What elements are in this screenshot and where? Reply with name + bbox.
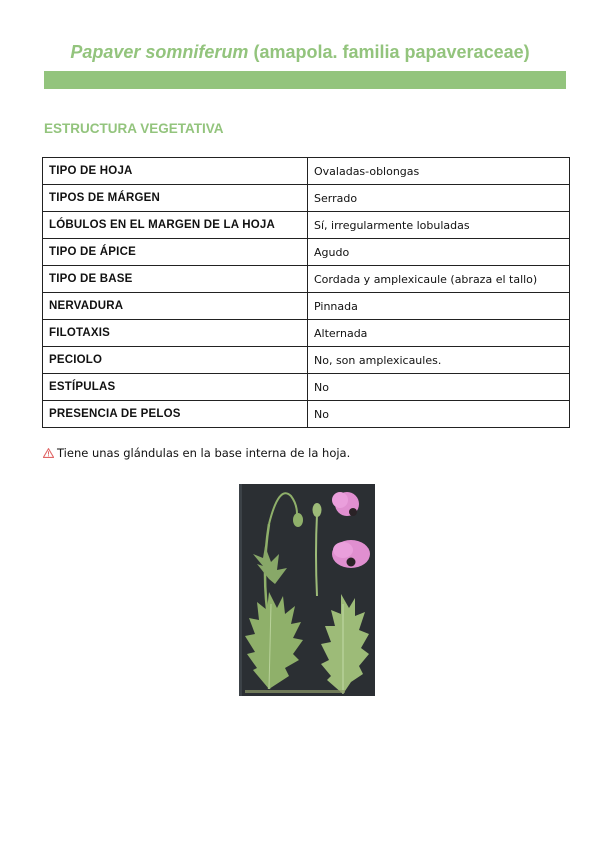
warning-note bbox=[43, 446, 350, 460]
row-label: TIPO DE ÁPICE bbox=[43, 239, 308, 266]
row-label: TIPO DE HOJA bbox=[43, 158, 308, 185]
row-label: LÓBULOS EN EL MARGEN DE LA HOJA bbox=[43, 212, 308, 239]
row-value: Ovaladas-oblongas bbox=[308, 158, 570, 185]
table-row bbox=[43, 239, 570, 266]
table-row bbox=[43, 401, 570, 428]
row-value: Serrado bbox=[308, 185, 570, 212]
page-title bbox=[0, 42, 600, 63]
row-value: Agudo bbox=[308, 239, 570, 266]
warning-note-text: Tiene unas glándulas en la base interna de la hoja. bbox=[57, 446, 351, 460]
row-label: ESTÍPULAS bbox=[43, 374, 308, 401]
herbarium-specimen-photo bbox=[239, 484, 375, 696]
properties-table bbox=[42, 157, 570, 428]
row-label: TIPOS DE MÁRGEN bbox=[43, 185, 308, 212]
table-row bbox=[43, 266, 570, 293]
table-row bbox=[43, 212, 570, 239]
table-row bbox=[43, 320, 570, 347]
row-label: PRESENCIA DE PELOS bbox=[43, 401, 308, 428]
row-value: No bbox=[308, 374, 570, 401]
row-value: Sí, irregularmente lobuladas bbox=[308, 212, 570, 239]
row-value: Alternada bbox=[308, 320, 570, 347]
table-row bbox=[43, 185, 570, 212]
row-label: NERVADURA bbox=[43, 293, 308, 320]
common-name-family: (amapola. familia papaveraceae) bbox=[253, 42, 530, 62]
warning-icon bbox=[43, 448, 54, 458]
table-row bbox=[43, 347, 570, 374]
title-underline-bar bbox=[44, 71, 566, 89]
row-value: No bbox=[308, 401, 570, 428]
table-row bbox=[43, 374, 570, 401]
section-title: ESTRUCTURA VEGETATIVA bbox=[44, 121, 224, 136]
row-label: PECIOLO bbox=[43, 347, 308, 374]
table-row bbox=[43, 293, 570, 320]
row-label: TIPO DE BASE bbox=[43, 266, 308, 293]
row-value: Pinnada bbox=[308, 293, 570, 320]
row-value: Cordada y amplexicaule (abraza el tallo) bbox=[308, 266, 570, 293]
table-row bbox=[43, 158, 570, 185]
row-label: FILOTAXIS bbox=[43, 320, 308, 347]
row-value: No, son amplexicaules. bbox=[308, 347, 570, 374]
scientific-name: Papaver somniferum bbox=[70, 42, 249, 62]
